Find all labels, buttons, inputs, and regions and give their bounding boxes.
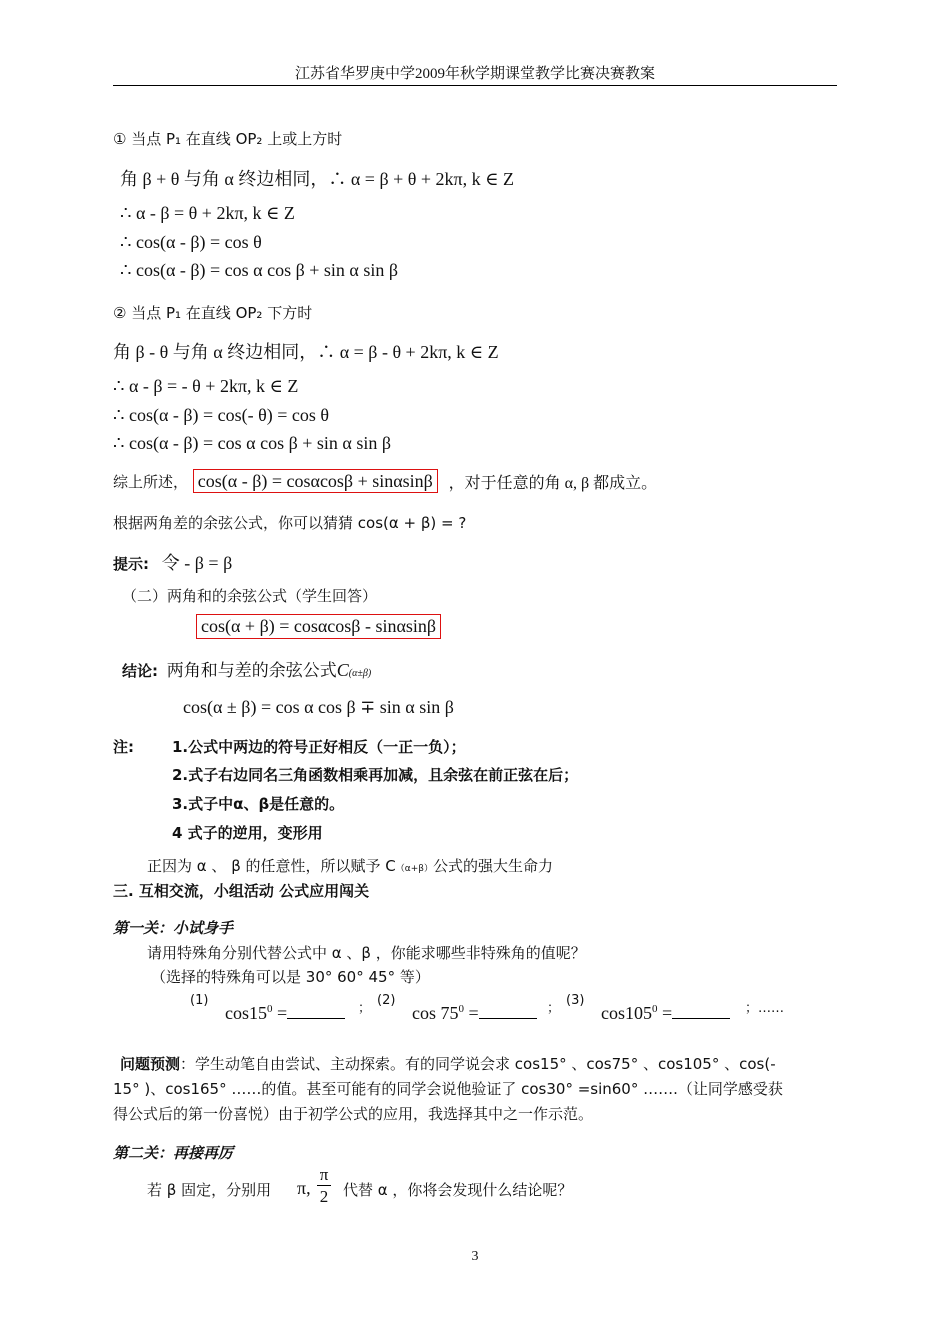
summary-row [113,470,657,493]
prediction-line2: 15° )、cos165° ……的值。甚至可能有的同学会说他验证了 cos30° =sin60° …….（让同学感受获 [113,1080,783,1098]
part2-heading: （二）两角和的余弦公式（学生回答） [122,587,378,605]
prediction-text-1: ：学生动笔自由尝试、主动探索。有的同学说会求 cos15° 、cos75° 、cos105° 、cos(- [180,1055,776,1073]
case2-line4: ∴ cos(α - β) = cos α cos β + sin α sin β [113,433,391,453]
case1-line1: 角 β + θ 与角 α 终边相同，∴ α = β + θ + 2kπ, k ∈ Z [120,169,514,189]
exercise-1-eq: = [277,1003,288,1023]
conclusion-row [122,656,371,681]
level2-pi: π, [297,1178,311,1198]
hint-text: 令 - β = β [161,553,233,573]
fraction-denominator: 2 [319,1187,329,1206]
exercise-1-num: (1) [190,993,209,1008]
case1-line4: ∴ cos(α - β) = cos α cos β + sin α sin β [120,260,398,280]
notes-label: 注: [113,738,134,756]
exercise-1-expr [225,1003,345,1024]
level2-text-a: 若 β 固定，分别用 [147,1181,272,1199]
case1-heading: ① 当点 P₁ 在直线 OP₂ 上或上方时 [113,130,343,148]
conclusion-text: 两角和与差的余弦公式 [166,661,337,681]
exercise-2-num: (2) [377,993,396,1008]
exercise-1-deg: 0 [267,1003,273,1015]
notes-remark [147,855,553,876]
prediction-line3: 得公式后的第一份喜悦）由于初学公式的应用，我选择其中之一作示范。 [113,1105,594,1123]
page-number: 3 [471,1249,479,1264]
level2-fraction [317,1165,331,1208]
case1-line2: ∴ α - β = θ + 2kπ, k ∈ Z [120,203,295,223]
level1-note: （选择的特殊角可以是 30° 60° 45° 等） [151,968,430,986]
note-item-1: 1.公式中两边的符号正好相反（一正一负）； [172,738,466,756]
case2-line3: ∴ cos(α - β) = cos(- θ) = cos θ [113,405,330,425]
exercise-2-expr-text: cos 75 [412,1003,459,1023]
guess-text: 根据两角差的余弦公式，你可以猜猜 cos(α + β) = ? [113,514,467,532]
case2-heading: ② 当点 P₁ 在直线 OP₂ 下方时 [113,304,313,322]
exercise-3-eq: = [662,1003,673,1023]
notes-remark-sub: （α+β） [395,864,433,874]
exercise-3-num: (3) [566,993,585,1008]
conclusion-label: 结论: [122,662,158,680]
exercise-2-eq: = [468,1003,479,1023]
exercise-3-expr-text: cos105 [601,1003,652,1023]
exercise-2-deg: 0 [458,1003,464,1015]
exercise-2-blank[interactable] [479,1004,537,1019]
case2-line2: ∴ α - β = - θ + 2kπ, k ∈ Z [113,376,299,396]
exercise-sep-2: ； [547,1001,561,1016]
exercise-ellipsis: ；…… [745,1001,785,1016]
fraction-numerator: π [319,1165,329,1184]
case1-line3: ∴ cos(α - β) = cos θ [120,232,262,252]
conclusion-sub: (α±β) [348,668,372,679]
conclusion-formula: cos(α ± β) = cos α cos β ∓ sin α sin β [183,697,454,717]
notes-remark-b: 公式的强大生命力 [433,857,554,875]
summary-formula: cos(α - β) = cosαcosβ + sinαsinβ [193,469,438,493]
note-item-4: 4 式子的逆用，变形用 [172,824,323,842]
hint-row [113,549,232,575]
prediction-line1 [120,1053,776,1074]
exercise-2-expr [412,1003,537,1024]
exercise-1-blank[interactable] [287,1004,345,1019]
notes-remark-a: 正因为 α 、 β 的任意性，所以赋予 C [147,857,396,875]
exercise-1-expr-text: cos15 [225,1003,267,1023]
exercise-sep-1: ； [358,1001,372,1016]
level2-text-b: 代替 α ，你将会发现什么结论呢？ [343,1181,573,1199]
level1-question: 请用特殊角分别代替公式中 α 、β ，你能求哪些非特殊角的值呢？ [147,944,586,962]
prediction-label: 问题预测 [120,1055,181,1073]
exercise-3-deg: 0 [652,1003,658,1015]
part2-formula: cos(α + β) = cosαcosβ - sinαsinβ [196,614,441,639]
exercise-3-blank[interactable] [672,1004,730,1019]
case2-line1: 角 β - θ 与角 α 终边相同，∴ α = β - θ + 2kπ, k ∈ Z [113,342,499,362]
level1-title: 第一关：小试身手 [113,919,234,937]
exercise-3-expr [601,1003,730,1024]
level2-title: 第二关：再接再厉 [113,1144,234,1162]
note-item-2: 2.式子右边同名三角函数相乘再加减，且余弦在前正弦在后； [172,766,579,784]
note-item-3: 3.式子中α、β是任意的。 [172,795,345,813]
page-header: 江苏省华罗庚中学2009年秋学期课堂教学比赛决赛教案 [294,66,655,82]
conclusion-symbol: C [336,660,349,680]
header-rule [113,85,837,86]
hint-label: 提示: [113,555,149,573]
summary-suffix: ，对于任意的角 α, β 都成立。 [448,475,658,492]
summary-prefix: 综上所述， [113,473,189,491]
section3-title: 三. 互相交流，小组活动 公式应用闯关 [113,882,370,900]
